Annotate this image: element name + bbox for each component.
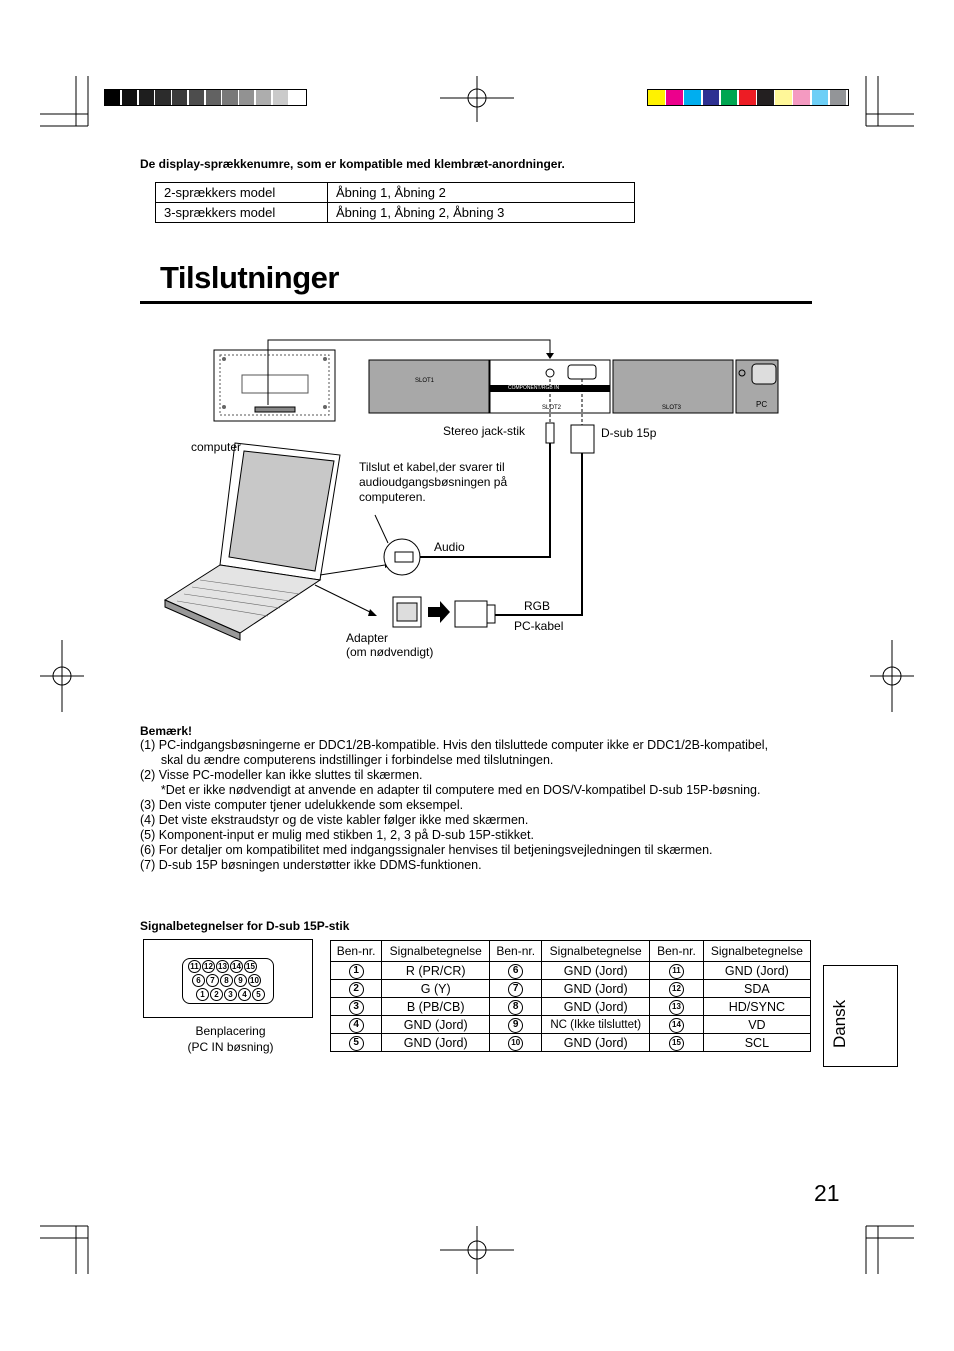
signal-cell: HD/SYNC <box>703 998 810 1016</box>
pin-number: 8 <box>508 1000 523 1015</box>
slot-model-cell: 2-sprækkers model <box>156 183 328 203</box>
audio-instruction <box>359 460 507 505</box>
signal-cell: B (PB/CB) <box>382 998 490 1016</box>
pin-number: 11 <box>669 964 684 979</box>
slot-model-cell: 3-sprækkers model <box>156 203 328 223</box>
color-swatch <box>830 90 847 105</box>
pin-layout-box <box>143 939 313 1018</box>
pin-rows <box>188 960 268 1002</box>
slot-openings-cell: Åbning 1, Åbning 2, Åbning 3 <box>328 203 635 223</box>
language-tab-label: Dansk <box>830 999 849 1048</box>
table-row <box>331 998 811 1016</box>
title-rule <box>140 301 812 304</box>
adapter-label: Adapter <box>346 631 389 645</box>
color-swatch <box>793 90 810 105</box>
pin-cell <box>490 1034 542 1052</box>
pin-caption-line: (PC IN bøsning) <box>187 1040 274 1054</box>
color-swatch <box>684 90 701 105</box>
color-swatch <box>666 90 683 105</box>
instruction-line: Tilslut et kabel,der svarer til <box>359 460 505 474</box>
signal-cell: R (PR/CR) <box>382 962 490 980</box>
pin-number: 3 <box>224 988 237 1001</box>
signal-cell: SCL <box>703 1034 810 1052</box>
pin-number: 14 <box>669 1018 684 1033</box>
table-row <box>331 1034 811 1052</box>
signal-cell: GND (Jord) <box>382 1016 490 1034</box>
pin-number: 10 <box>248 974 261 987</box>
display-back-illustration <box>214 350 335 421</box>
pin-cell <box>331 1016 382 1034</box>
color-swatch <box>812 90 829 105</box>
pin-cell <box>331 962 382 980</box>
page-number: 21 <box>814 1180 840 1206</box>
table-row <box>156 183 635 203</box>
column-header: Signalbetegnelse <box>542 941 650 962</box>
pin-number: 14 <box>230 960 243 973</box>
stereo-jack-label: Stereo jack-stik <box>443 424 526 438</box>
pc-port-label: PC <box>756 400 768 409</box>
gray-swatch <box>289 90 304 105</box>
pin-number: 10 <box>508 1036 523 1051</box>
pin-cell <box>490 1016 542 1034</box>
gray-swatch <box>273 90 288 105</box>
pin-number: 1 <box>196 988 209 1001</box>
column-header: Ben-nr. <box>490 941 542 962</box>
rgb-label: RGB <box>524 599 551 613</box>
gray-swatch <box>189 90 204 105</box>
pin-cell <box>490 980 542 998</box>
gray-swatch <box>172 90 187 105</box>
pin-cell <box>331 980 382 998</box>
gray-swatch <box>139 90 154 105</box>
note-line: (7) D-sub 15P bøsningen understøtter ikke DDMS-funktionen. <box>140 858 482 872</box>
note-line: (3) Den viste computer tjener udelukkende som eksempel. <box>140 798 464 812</box>
signal-cell: GND (Jord) <box>542 998 650 1016</box>
gray-swatch <box>206 90 221 105</box>
gray-swatch <box>105 90 120 105</box>
table-row <box>331 1016 811 1034</box>
column-header: Signalbetegnelse <box>382 941 490 962</box>
pin-cell <box>490 962 542 980</box>
signal-cell: SDA <box>703 980 810 998</box>
instruction-line: audioudgangsbøsningen på <box>359 475 508 489</box>
pin-cell <box>650 1034 704 1052</box>
pin-number: 15 <box>669 1036 684 1051</box>
note-line: (4) Det viste ekstraudstyr og de viste kabler følger ikke med skærmen. <box>140 813 529 827</box>
color-swatch <box>757 90 774 105</box>
pin-number: 6 <box>192 974 205 987</box>
pin-number: 1 <box>349 964 364 979</box>
laptop-illustration <box>140 443 340 640</box>
pin-cell <box>650 998 704 1016</box>
pin-number: 8 <box>220 974 233 987</box>
note-line: (6) For detaljer om kompatibilitet med indgangssignaler henvises til betjeningsvejledningen til skærmen. <box>140 843 713 857</box>
color-swatch <box>721 90 738 105</box>
signal-cell: VD <box>703 1016 810 1034</box>
pin-cell <box>490 998 542 1016</box>
color-swatch <box>648 90 665 105</box>
gray-swatch <box>239 90 254 105</box>
pin-cell <box>650 980 704 998</box>
gray-swatch <box>122 90 137 105</box>
color-swatch <box>775 90 792 105</box>
column-header: Ben-nr. <box>650 941 704 962</box>
signal-table <box>330 940 811 1052</box>
page-title: Tilslutninger <box>160 260 339 295</box>
pin-number: 5 <box>252 988 265 1001</box>
pin-cell <box>331 1034 382 1052</box>
column-header: Ben-nr. <box>331 941 382 962</box>
note-line: (2) Visse PC-modeller kan ikke sluttes til skærmen. <box>140 768 423 782</box>
slot3-label: SLOT3 <box>662 405 682 411</box>
signal-cell: GND (Jord) <box>382 1034 490 1052</box>
grayscale-calibration-bar <box>104 89 307 106</box>
instruction-line: computeren. <box>359 490 426 504</box>
component-rgb-label: COMPONENT/RGB IN <box>508 385 560 391</box>
table-header-row <box>331 941 811 962</box>
slot-compat-title: De display-sprækkenumre, som er kompatible med klembræt-anordninger. <box>140 157 565 171</box>
gray-swatch <box>256 90 271 105</box>
note-line: (5) Komponent-input er mulig med stikben 1, 2, 3 på D-sub 15P-stikket. <box>140 828 534 842</box>
gray-swatch <box>155 90 170 105</box>
signal-cell: GND (Jord) <box>542 962 650 980</box>
pin-cell <box>650 1016 704 1034</box>
slot1-label: SLOT1 <box>415 378 435 384</box>
table-row <box>156 203 635 223</box>
signal-section-title: Signalbetegnelser for D-sub 15P-stik <box>140 919 350 933</box>
table-row <box>331 980 811 998</box>
language-tab <box>823 965 898 1067</box>
color-swatch <box>739 90 756 105</box>
pin-number: 3 <box>349 1000 364 1015</box>
pc-cable-label: PC-kabel <box>514 619 564 633</box>
note-line: skal du ændre computerens indstillinger i forbindelse med tilslutningen. <box>140 753 554 767</box>
pin-number: 13 <box>669 1000 684 1015</box>
signal-cell: NC (Ikke tilsluttet) <box>542 1016 650 1034</box>
signal-cell: GND (Jord) <box>542 1034 650 1052</box>
notes-heading: Bemærk! <box>140 724 193 738</box>
audio-label: Audio <box>434 540 465 554</box>
pin-number: 2 <box>349 982 364 997</box>
computer-label: computer <box>191 440 242 454</box>
table-row <box>331 962 811 980</box>
slot-openings-cell: Åbning 1, Åbning 2 <box>328 183 635 203</box>
pin-number: 7 <box>206 974 219 987</box>
pin-row <box>188 960 268 973</box>
signal-cell: GND (Jord) <box>542 980 650 998</box>
pin-number: 6 <box>508 964 523 979</box>
pin-number: 15 <box>244 960 257 973</box>
pin-number: 4 <box>238 988 251 1001</box>
note-line: *Det er ikke nødvendigt at anvende en adapter til computere med en DOS/V-kompatibel D-sub 15P-bøsning. <box>140 783 761 797</box>
pin-caption <box>143 1023 318 1055</box>
pin-number: 4 <box>349 1018 364 1033</box>
dsub-label: D-sub 15p <box>601 426 657 440</box>
adapter-note: (om nødvendigt) <box>346 645 434 659</box>
pin-cell <box>331 998 382 1016</box>
slot-table <box>155 182 635 223</box>
signal-cell: G (Y) <box>382 980 490 998</box>
signal-cell: GND (Jord) <box>703 962 810 980</box>
color-swatch <box>703 90 720 105</box>
gray-swatch <box>222 90 237 105</box>
pin-number: 13 <box>216 960 229 973</box>
pin-cell <box>650 962 704 980</box>
pin-caption-line: Benplacering <box>195 1024 266 1038</box>
note-line: (1) PC-indgangsbøsningerne er DDC1/2B-kompatible. Hvis den tilsluttede computer ikke er DDC1/2B-kompatibel, <box>140 738 769 752</box>
slot2-label: SLOT2 <box>542 405 562 411</box>
pin-number: 7 <box>508 982 523 997</box>
pin-row <box>196 988 268 1001</box>
pin-number: 11 <box>188 960 201 973</box>
color-calibration-bar <box>647 89 849 106</box>
pin-number: 2 <box>210 988 223 1001</box>
pin-number: 9 <box>234 974 247 987</box>
pin-number: 5 <box>349 1036 364 1051</box>
pin-number: 9 <box>508 1018 523 1033</box>
pin-number: 12 <box>669 982 684 997</box>
pin-row <box>192 974 268 987</box>
column-header: Signalbetegnelse <box>703 941 810 962</box>
pin-number: 12 <box>202 960 215 973</box>
